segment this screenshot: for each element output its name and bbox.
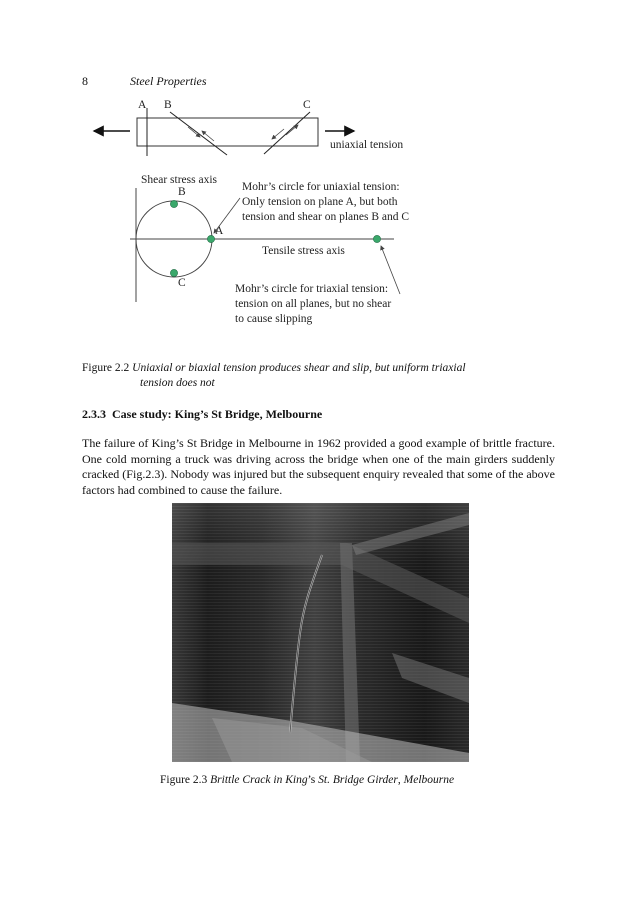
figure-2-2-diagram <box>0 0 638 360</box>
triaxial-note-line-1: Mohr’s circle for triaxial tension: <box>235 283 389 295</box>
point-label-b: B <box>178 186 186 198</box>
section-heading <box>82 407 322 422</box>
plane-label-b: B <box>164 99 172 111</box>
triaxial-note-line-3: to cause slipping <box>235 313 313 325</box>
marker-point-a <box>207 235 214 242</box>
uniaxial-note-line-2: Only tension on plane A, but both <box>242 196 398 208</box>
uniaxial-note-pointer <box>214 198 240 233</box>
figure-2-3-caption-part-2: St. Bridge Girder <box>318 774 398 786</box>
figure-2-2-caption-line-1: Uniaxial or biaxial tension produces shear and slip, but uniform triaxial <box>132 362 466 374</box>
point-label-c: C <box>178 277 186 289</box>
uniaxial-tension-label: uniaxial tension <box>330 139 404 151</box>
plane-label-a: A <box>138 99 147 111</box>
figure-2-3-caption-prefix: Figure 2.3 <box>160 774 211 786</box>
section-paragraph: The failure of King’s St Bridge in Melbourne in 1962 provided a good example of brittle fracture. One cold morning a truck was driving across the bridge when one of the main girders suddenly cracked (Fig.2.3). Nobody was injured but the subsequent enquiry revealed that some of the above factors had combined to cause the failure. <box>82 436 555 497</box>
plane-label-c: C <box>303 99 311 111</box>
shear-axis-label: Shear stress axis <box>141 174 218 186</box>
figure-2-2-caption-line-2: tension does not <box>140 377 215 389</box>
section-number: 2.3.3 <box>82 407 106 421</box>
figure-2-2-caption-prefix: Figure 2.2 <box>82 362 133 374</box>
figure-2-3-caption-part-1: Brittle Crack in King <box>210 774 308 786</box>
shear-arrow-b2 <box>202 131 214 141</box>
marker-point-c <box>170 269 177 276</box>
photo-illustration <box>172 503 469 762</box>
shear-arrow-b1 <box>188 127 200 137</box>
marker-point-b <box>170 200 177 207</box>
section-title: Case study: King’s St Bridge, Melbourne <box>112 407 323 421</box>
shear-arrow-c2 <box>286 125 298 135</box>
figure-2-2-caption <box>82 361 552 391</box>
running-title: Steel Properties <box>130 74 207 88</box>
bridge-crack-photo <box>172 503 469 762</box>
figure-2-3-caption-part-3: Melbourne <box>403 774 455 786</box>
marker-point-triaxial <box>373 235 380 242</box>
specimen-bar <box>137 118 318 146</box>
uniaxial-note-line-3: tension and shear on planes B and C <box>242 211 410 223</box>
figure-2-3-caption-comma: , <box>397 774 404 786</box>
point-label-a: A <box>215 225 224 237</box>
crack-line <box>290 555 322 733</box>
page-number: 8 <box>82 74 88 88</box>
triaxial-note-line-2: tension on all planes, but no shear <box>235 298 392 310</box>
uniaxial-note-line-1: Mohr’s circle for uniaxial tension: <box>242 181 400 193</box>
figure-2-3-caption-sep: ’s <box>307 774 319 786</box>
figure-2-3-caption <box>160 774 454 786</box>
tensile-axis-label: Tensile stress axis <box>262 245 345 257</box>
